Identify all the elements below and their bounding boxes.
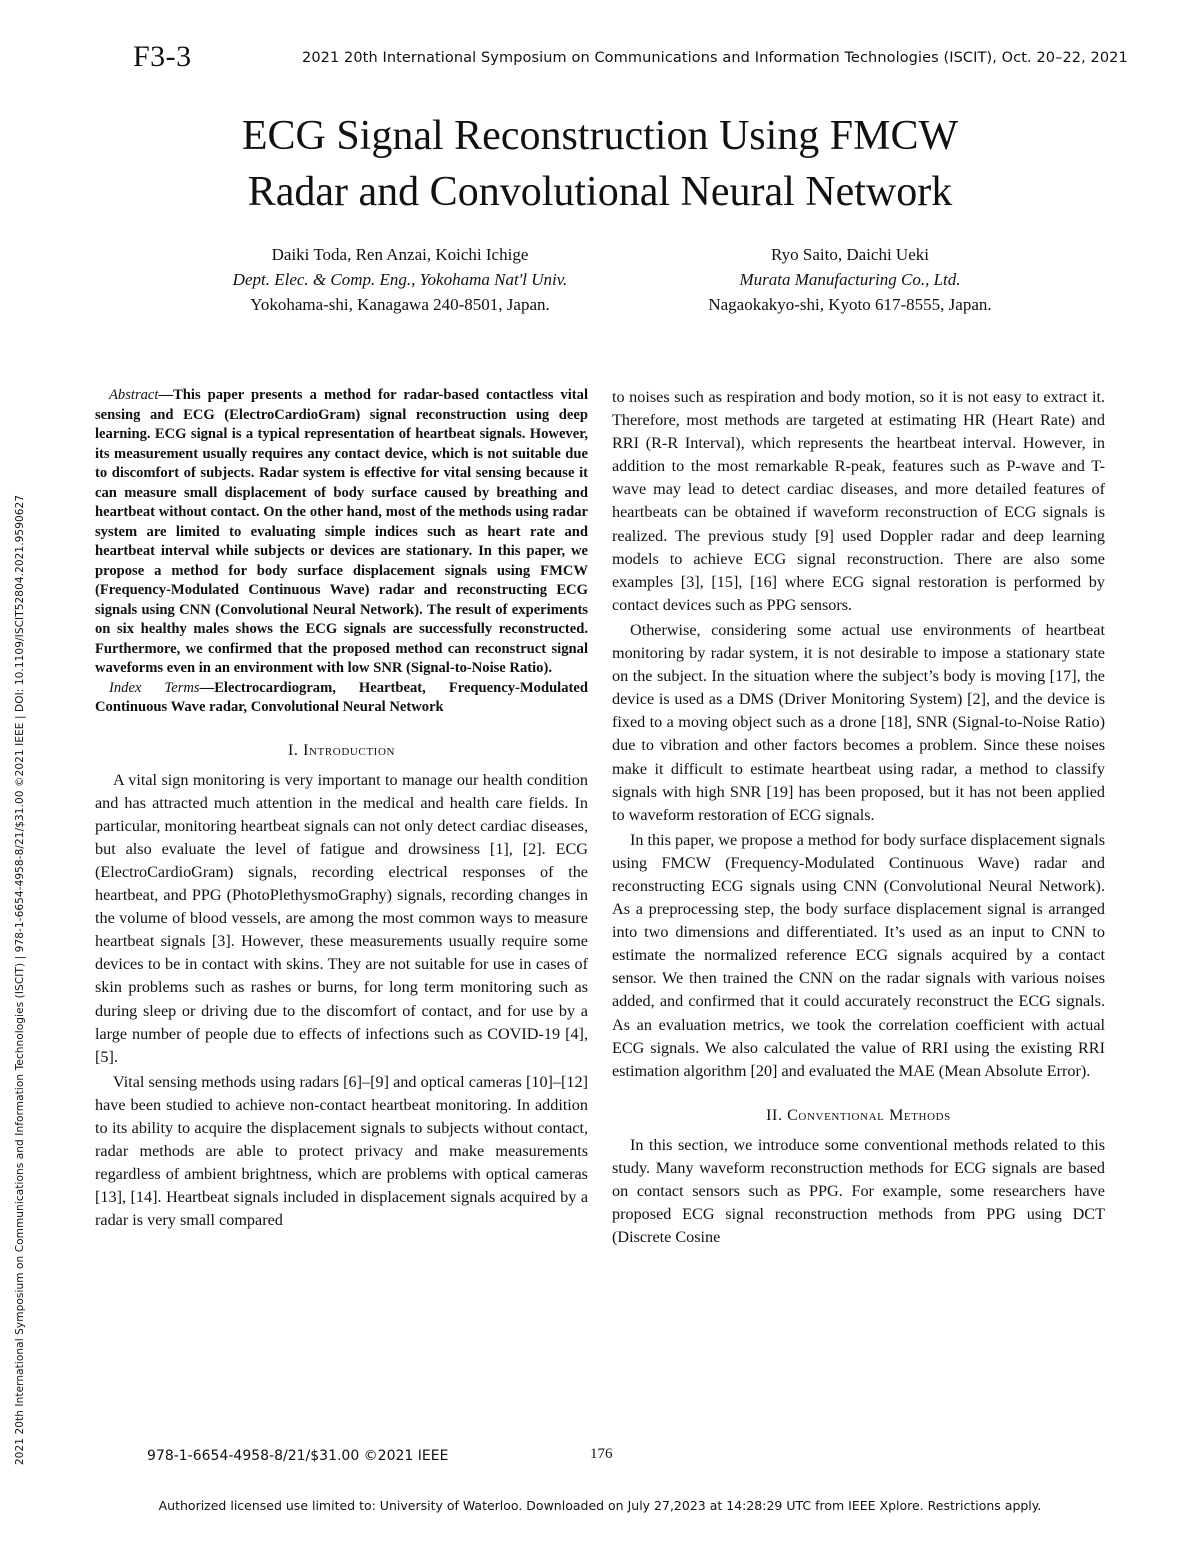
footer-isbn: 978-1-6654-4958-8/21/$31.00 ©2021 IEEE [147, 1448, 449, 1464]
page-number: 176 [590, 1446, 613, 1462]
author-affiliation: Murata Manufacturing Co., Ltd. [739, 270, 961, 289]
paragraph: In this section, we introduce some conventional methods related to this study. Many waveform reconstruction methods for ECG signals are based on contact sensors such as PPG. For example, some researchers have proposed ECG signal reconstruction methods from PPG using DCT (Discrete Cosine [612, 1135, 1105, 1247]
title-line-1: ECG Signal Reconstruction Using FMCW [241, 113, 959, 159]
right-column [612, 386, 1105, 1249]
abstract-text: —This paper presents a method for radar-based contactless vital sensing and ECG (ElectroCardioGram) signal reconstruction using deep learning. ECG signal is a typical representation of heartbeat signals. However, its measurement usually requires any contact device, which is not suitable due to discomfort of subjects. Radar system is effective for vital sensing because it can measure small displacement of body surface caused by breathing and heartbeat without contact. On the other hand, most of the methods using radar system are limited to evaluating simple indices such as heart rate and heartbeat interval while subjects or devices are stationary. In this paper, we propose a method for body surface displacement signals using FMCW (Frequency-Modulated Continuous Wave) radar and reconstructing ECG signals using CNN (Convolutional Neural Network). The result of experiments on six healthy males shows the ECG signals are successfully reconstructed. Furthermore, we confirmed that the proposed method can reconstruct signal waveforms even in an environment with low SNR (Signal-to-Noise Ratio). [95, 387, 588, 676]
paragraph: Otherwise, considering some actual use environments of heartbeat monitoring by radar system, it is not desirable to impose a stationary state on the subject. In the situation where the subject’s body is moving [17], the device is used as a DMS (Driver Monitoring System) [2], and the device is fixed to a moving object such as a drone [18], SNR (Signal-to-Noise Ratio) due to vibration and other factors becomes a problem. Since these noises make it difficult to estimate heartbeat using radar, a method to classify signals with high SNR [19] has been proposed, but it has not been applied to waveform restoration of ECG signals. [612, 620, 1105, 824]
author-names: Ryo Saito, Daichi Ueki [771, 245, 929, 264]
abstract-label: Abstract [109, 387, 159, 403]
paragraph: Vital sensing methods using radars [6]–[9] and optical cameras [10]–[12] have been studied to achieve non-contact heartbeat monitoring. In addition to its ability to acquire the displacement signals to subjects without contact, radar methods are able to protect privacy and make measurements regardless of ambient brightness, which are problems with optical cameras [13], [14]. Heartbeat signals included in displacement signals acquired by a radar is very small compared [95, 1072, 588, 1230]
author-affiliation: Dept. Elec. & Comp. Eng., Yokohama Nat'l Univ. [232, 270, 568, 289]
paper-id: F3-3 [133, 40, 192, 73]
author-names: Daiki Toda, Ren Anzai, Koichi Ichige [271, 245, 529, 264]
author-address: Yokohama-shi, Kanagawa 240-8501, Japan. [250, 295, 550, 314]
author-address: Nagaokakyo-shi, Kyoto 617-8555, Japan. [708, 295, 992, 314]
paragraph: A vital sign monitoring is very important to manage our health condition and has attracted much attention in the medical and health care fields. In particular, monitoring heartbeat signals can not only detect cardiac diseases, but also evaluate the level of fatigue and drowsiness [1], [2]. ECG (ElectroCardioGram) signals, recording electrical responses of the heartbeat, and PPG (PhotoPlethysmoGraphy) signals, recording changes in the volume of blood vessels, are among the most common ways to measure heartbeat signals [3]. However, these measurements usually require some devices to be in contact with skins. They are not suitable for use in cases of skin problems such as rashes or burns, for long term monitoring such as during sleep or driving due to the discomfort of contact, and for use by a large number of people due to effects of infections such as COVID-19 [4], [5]. [95, 770, 588, 1066]
author-block-left [150, 242, 650, 317]
title-line-2: Radar and Convolutional Neural Network [247, 169, 953, 215]
section-heading-conventional-methods: II. Conventional Methods [766, 1106, 951, 1124]
side-metadata-text: 2021 20th International Symposium on Communications and Information Technologies (ISCIT) | 978-1-6654-4958-8/21/$31.00 ©2021 IEEE | DOI: 10.1109/ISCIT52804.2021.9590627 [14, 494, 26, 1466]
paper-title [0, 108, 1200, 220]
index-terms [95, 679, 588, 718]
side-metadata-strip [0, 0, 40, 1553]
authorization-notice: Authorized licensed use limited to: University of Waterloo. Downloaded on July 27,2023 at 14:28:29 UTC from IEEE Xplore. Restrictions apply. [158, 1498, 1042, 1513]
paragraph: to noises such as respiration and body motion, so it is not easy to extract it. Therefore, most methods are targeted at estimating HR (Heart Rate) and RRI (R-R Interval), which represents the heartbeat interval. However, in addition to the most remarkable R-peak, features such as P-wave and T-wave may lead to detect cardiac diseases, and more detailed features of heartbeats can be obtained if waveform reconstruction of ECG signals is realized. The previous study [9] used Doppler radar and deep learning models to achieve ECG signal reconstruction. There are also some examples [3], [15], [16] where ECG signal restoration is performed by contact devices such as PPG sensors. [612, 388, 1105, 614]
conference-header: 2021 20th International Symposium on Communications and Information Technologies (ISCIT), Oct. 20–22, 2021 [302, 50, 1128, 66]
left-column [95, 386, 588, 1232]
abstract [95, 386, 588, 679]
index-terms-label: Index Terms [109, 679, 200, 696]
index-terms-text: —Electrocardiogram, Heartbeat, Frequency-Modulated Continuous Wave radar, Convolutional Neural Network [95, 679, 588, 715]
section-heading-introduction: I. Introduction [287, 741, 396, 759]
paragraph: In this paper, we propose a method for body surface displacement signals using FMCW (Frequency-Modulated Continuous Wave) radar and reconstructing ECG signals using CNN (Convolutional Neural Network). As a preprocessing step, the body surface displacement signal is arranged into two dimensions and differentiated. It’s used as an input to CNN to estimate the normalized reference ECG signals acquired by a contact sensor. We then trained the CNN on the radar signals with various noises added, and confirmed that it could accurately reconstruct the ECG signals. As an evaluation metrics, we took the correlation coefficient with actual ECG signals. We also calculated the value of RRI using the existing RRI estimation algorithm [20] and evaluated the MAE (Mean Absolute Error). [612, 830, 1105, 1080]
author-block-right [600, 242, 1100, 317]
